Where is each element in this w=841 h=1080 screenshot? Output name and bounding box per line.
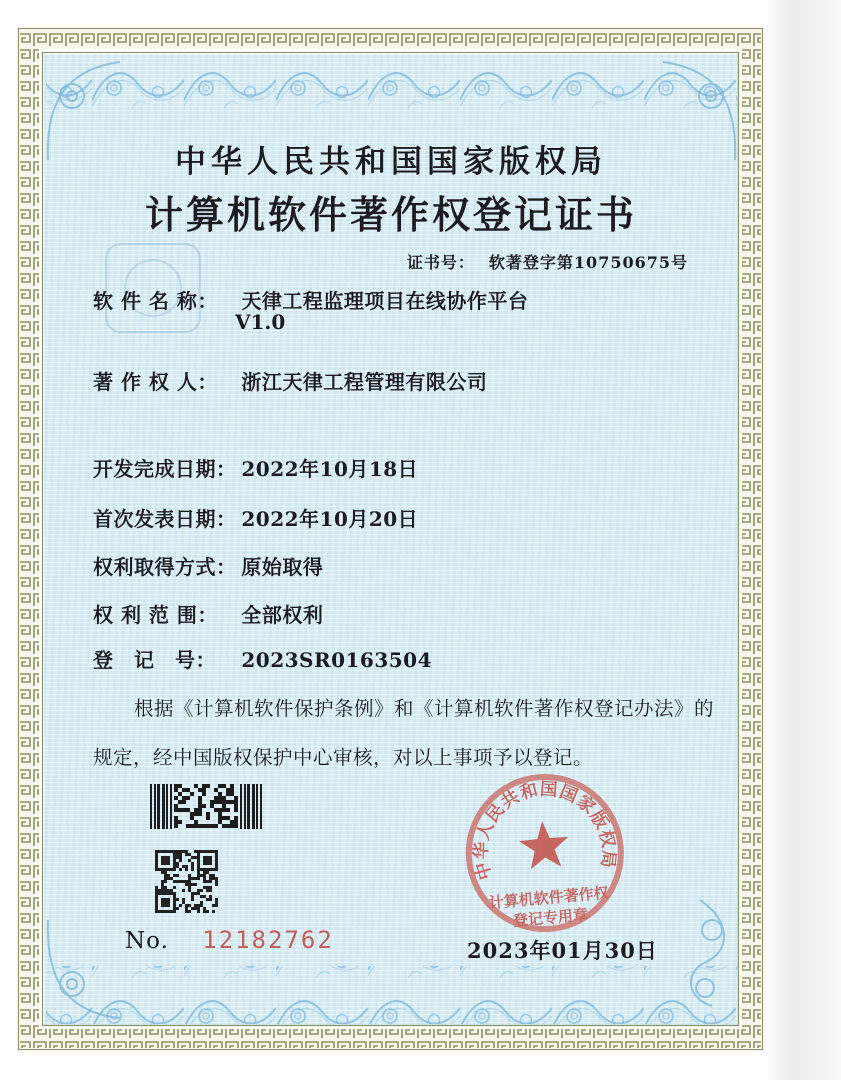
field-label: 开发完成日期： xyxy=(93,457,237,481)
field-label: 软 件 名 称： xyxy=(93,289,218,313)
field-software-name xyxy=(93,285,528,314)
field-value: 2023SR0163504 xyxy=(241,648,432,672)
barcode-bars-left xyxy=(150,784,172,829)
field-right-acquisition xyxy=(93,551,323,580)
seal-ring-text: 中华人民共和国国家版权局 xyxy=(471,779,619,882)
seal-text-line1: 计算机软件著作权 xyxy=(488,883,610,913)
qr-code xyxy=(155,850,218,913)
statement-line-2: 规定，经中国版权保护中心审核，对以上事项予以登记。 xyxy=(93,746,594,769)
field-label: 权利取得方式： xyxy=(93,555,237,579)
field-copyright-owner xyxy=(93,366,487,395)
field-label: 著 作 权 人： xyxy=(93,370,218,394)
serial-number-label: No. xyxy=(125,928,169,954)
field-value: 2022年10月20日 xyxy=(241,507,419,531)
field-rights-scope xyxy=(93,599,323,628)
field-first-publish-date xyxy=(93,503,418,532)
field-dev-complete-date xyxy=(93,453,418,482)
barcode-bars-right xyxy=(240,784,263,829)
field-registration-number xyxy=(93,644,432,673)
barcode-matrix xyxy=(174,784,238,829)
statement-line-1: 根据《计算机软件保护条例》和《计算机软件著作权登记办法》的 xyxy=(133,697,714,720)
field-value: 原始取得 xyxy=(241,555,324,579)
field-value: 浙江天律工程管理有限公司 xyxy=(241,370,488,394)
field-software-version: V1.0 xyxy=(235,310,286,334)
official-seal xyxy=(455,765,635,945)
certificate-title: 计算机软件著作权登记证书 xyxy=(144,192,637,237)
scan-edge-shadow xyxy=(768,0,841,1080)
issue-date: 2023年01月30日 xyxy=(467,938,658,963)
barcode xyxy=(150,784,263,829)
field-value: 2022年10月18日 xyxy=(241,457,419,481)
certificate-number-value: 软著登字第10750675号 xyxy=(488,253,688,272)
field-label: 登 记 号： xyxy=(93,648,216,672)
registration-statement xyxy=(93,684,743,782)
serial-number-value: 12182762 xyxy=(202,926,334,954)
serial-number-line xyxy=(125,926,334,954)
certificate-number-label: 证书号： xyxy=(406,253,475,272)
seal-text-line2: 登记专用章 xyxy=(512,905,589,930)
certificate-number-line xyxy=(407,250,688,273)
field-value: 全部权利 xyxy=(241,603,324,627)
field-label: 权 利 范 围： xyxy=(93,603,218,627)
seal-star xyxy=(517,819,570,870)
certificate-content xyxy=(44,54,738,1025)
authority-title: 中华人民共和国国家版权局 xyxy=(175,144,607,180)
field-label: 首次发表日期： xyxy=(93,507,237,531)
field-value: 天律工程监理项目在线协作平台 xyxy=(241,289,529,313)
